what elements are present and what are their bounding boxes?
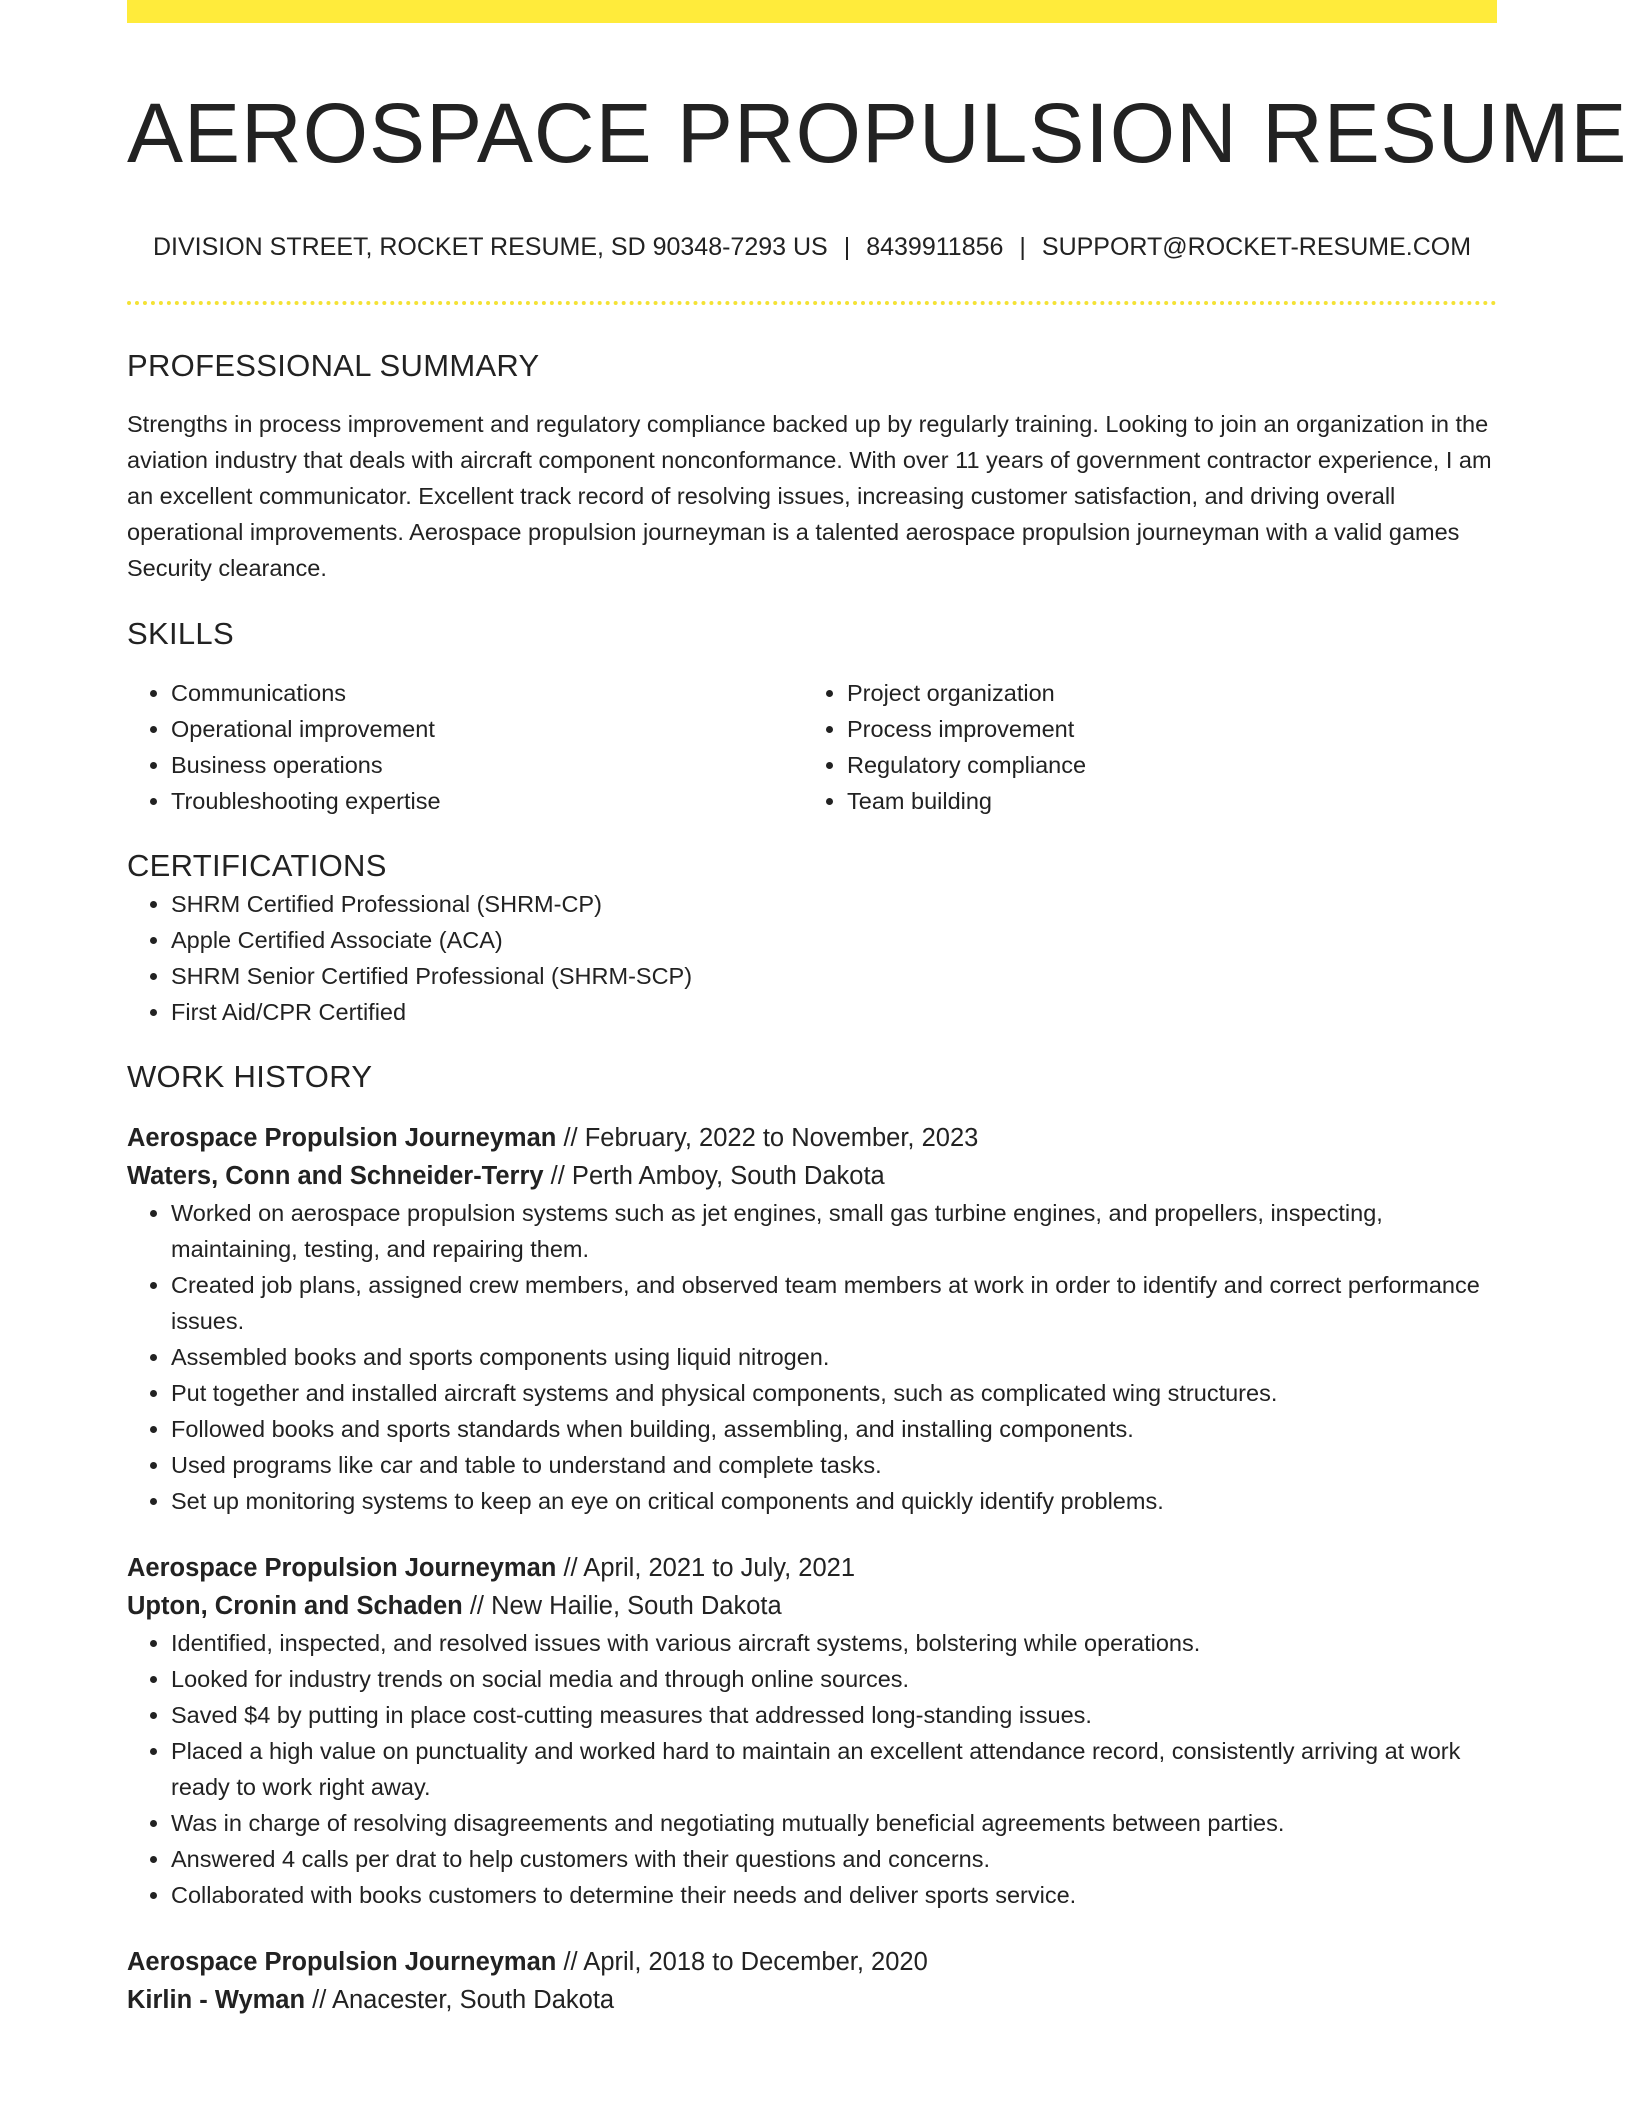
skills-list-left	[127, 675, 803, 819]
email-text: SUPPORT@ROCKET-RESUME.COM	[1041, 233, 1472, 261]
skill-item: • Troubleshooting expertise	[171, 783, 803, 819]
job-company: Waters, Conn and Schneider-Terry	[127, 1162, 544, 1190]
job-bullet: • Followed books and sports standards when building, assembling, and installing components.	[171, 1411, 1497, 1447]
skill-item: • Project organization	[847, 675, 1479, 711]
job-bullet: • Identified, inspected, and resolved issues with various aircraft systems, bolstering while operations.	[171, 1625, 1497, 1661]
job-company: Kirlin - Wyman	[127, 1986, 306, 2014]
accent-bar	[127, 0, 1497, 23]
certification-item: • SHRM Senior Certified Professional (SHRM-SCP)	[171, 958, 1497, 994]
job-role-line	[127, 1943, 1497, 1981]
job-bullet: • Worked on aerospace propulsion systems such as jet engines, small gas turbine engines, and propellers, inspecting, maintaining, testing, and repairing them.	[171, 1195, 1497, 1267]
job-dates: // April, 2018 to December, 2020	[556, 1948, 928, 1976]
job-role: Aerospace Propulsion Journeyman	[127, 1948, 557, 1976]
job-dates: // April, 2021 to July, 2021	[556, 1554, 856, 1582]
job-entry	[127, 1549, 1497, 1913]
job-company: Upton, Cronin and Schaden	[127, 1592, 463, 1620]
skill-item: • Team building	[847, 783, 1479, 819]
job-location: // New Hailie, South Dakota	[462, 1592, 782, 1620]
job-dates: // February, 2022 to November, 2023	[556, 1124, 979, 1152]
skills-column-right	[803, 675, 1479, 819]
contact-separator: |	[843, 233, 851, 261]
summary-heading: PROFESSIONAL SUMMARY	[127, 348, 540, 383]
job-company-line	[127, 1157, 1497, 1195]
skill-item: • Business operations	[171, 747, 803, 783]
job-bullet: • Placed a high value on punctuality and worked hard to maintain an excellent attendance record, consistently arriving at work ready to work right away.	[171, 1733, 1497, 1805]
job-company-line	[127, 1981, 1497, 2019]
job-bullet: • Was in charge of resolving disagreements and negotiating mutually beneficial agreements between parties.	[171, 1805, 1497, 1841]
job-entry	[127, 1119, 1497, 1519]
certifications-heading: CERTIFICATIONS	[127, 848, 387, 883]
job-bullet: • Set up monitoring systems to keep an eye on critical components and quickly identify problems.	[171, 1483, 1497, 1519]
skills-list-right	[803, 675, 1479, 819]
skill-item: • Regulatory compliance	[847, 747, 1479, 783]
job-bullet: • Collaborated with books customers to determine their needs and deliver sports service.	[171, 1877, 1497, 1913]
job-bullet: • Put together and installed aircraft systems and physical components, such as complicated wing structures.	[171, 1375, 1497, 1411]
resume-page	[127, 0, 1628, 2019]
job-entry	[127, 1943, 1497, 2019]
job-bullet: • Used programs like car and table to understand and complete tasks.	[171, 1447, 1497, 1483]
skills-heading: SKILLS	[127, 616, 234, 651]
job-role: Aerospace Propulsion Journeyman	[127, 1124, 557, 1152]
certification-item: • SHRM Certified Professional (SHRM-CP)	[171, 886, 1497, 922]
job-company-line	[127, 1587, 1497, 1625]
contact-separator: |	[1019, 233, 1026, 261]
resume-title: AEROSPACE PROPULSION RESUME	[127, 86, 1628, 180]
skill-item: • Operational improvement	[171, 711, 803, 747]
dotted-divider	[127, 301, 1497, 305]
job-bullets	[127, 1625, 1497, 1913]
job-role-line	[127, 1119, 1497, 1157]
certification-item: • Apple Certified Associate (ACA)	[171, 922, 1497, 958]
phone-text: 8439911856	[866, 233, 1004, 261]
job-bullet: • Answered 4 calls per drat to help customers with their questions and concerns.	[171, 1841, 1497, 1877]
job-bullet: • Saved $4 by putting in place cost-cutting measures that addressed long-standing issues.	[171, 1697, 1497, 1733]
job-bullet: • Created job plans, assigned crew members, and observed team members at work in order to identify and correct performance issues.	[171, 1267, 1497, 1339]
job-bullet: • Looked for industry trends on social media and through online sources.	[171, 1661, 1497, 1697]
summary-text: Strengths in process improvement and regulatory compliance backed up by regularly training. Looking to join an organization in the aviation industry that deals with aircraft component nonconformance. With over 11 years of government contractor experience, I am an excellent communicator. Excellent track record of resolving issues, increasing customer satisfaction, and driving overall operational improvements. Aerospace propulsion journeyman is a talented aerospace propulsion journeyman with a valid games Security clearance.	[127, 411, 1492, 581]
skills-grid	[127, 675, 1497, 819]
certifications-list	[127, 886, 1497, 1030]
skill-item: • Process improvement	[847, 711, 1479, 747]
address-text: DIVISION STREET, ROCKET RESUME, SD 90348-7293 US	[152, 233, 828, 261]
job-role-line	[127, 1549, 1497, 1587]
certification-item: • First Aid/CPR Certified	[171, 994, 1497, 1030]
job-bullets	[127, 1195, 1497, 1519]
job-location: // Perth Amboy, South Dakota	[543, 1162, 885, 1190]
skills-column-left	[127, 675, 803, 819]
contact-line	[127, 231, 1497, 263]
job-role: Aerospace Propulsion Journeyman	[127, 1554, 557, 1582]
job-location: // Anacester, South Dakota	[305, 1986, 615, 2014]
skill-item: • Communications	[171, 675, 803, 711]
job-bullet: • Assembled books and sports components using liquid nitrogen.	[171, 1339, 1497, 1375]
work-history-heading: WORK HISTORY	[127, 1059, 373, 1094]
work-history-list	[127, 1119, 1497, 2019]
